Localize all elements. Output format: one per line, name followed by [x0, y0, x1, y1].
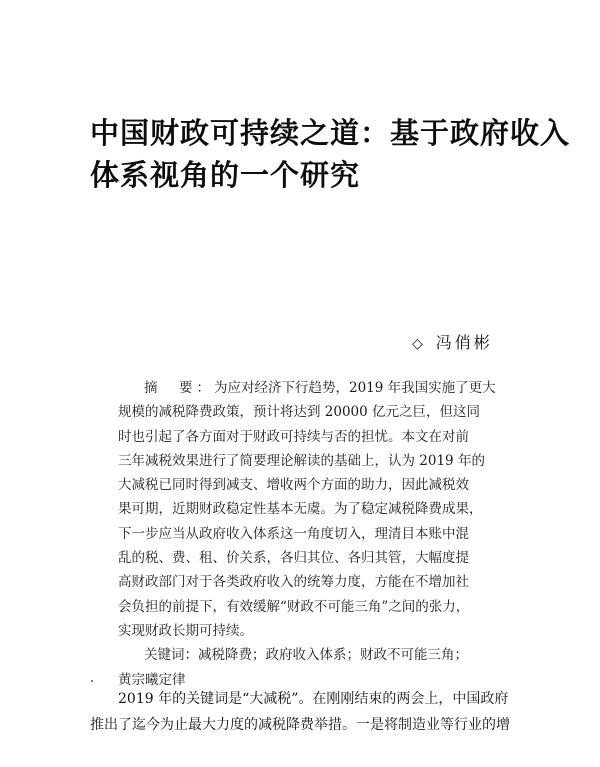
keywords-line: 黄宗曦定律	[118, 671, 186, 688]
diamond-icon: ◇	[412, 336, 426, 352]
title-line-2: 体系视角的一个研究	[90, 158, 361, 192]
abstract-paragraph	[118, 376, 496, 643]
abstract-label: 摘 要：	[144, 380, 214, 396]
abstract-line: 乱的税、费、租、价关系，各归其位、各归其管，大幅度提	[118, 550, 469, 567]
margin-dot	[91, 680, 93, 682]
keywords-label: 关键词：	[144, 647, 198, 664]
abstract-line	[118, 376, 496, 400]
abstract-line: 下一步应当从政府收入体系这一角度切入，理清目本账中混	[118, 525, 469, 542]
body-text	[90, 686, 520, 738]
keywords-text: 减税降费；政府收入体系；财政不可能三角；	[198, 647, 468, 664]
abstract-line: 时也引起了各方面对于财政可持续与否的担忧。本文在对前	[118, 428, 469, 445]
abstract-line: 大减税已同时得到减支、增收两个方面的助力，因此减税效	[118, 477, 469, 494]
body-line: 推出了迄今为止最大力度的减税降费举措。一是将制造业等行业的增	[90, 717, 510, 733]
body-line: 2019 年的关键词是“大减税”。在刚刚结束的两会上，中国政府	[118, 691, 509, 707]
abstract-line-text: 为应对经济下行趋势，2019 年我国实施了更大	[214, 380, 496, 396]
abstract-line: 规模的减税降费政策，预计将达到 20000 亿元之巨，但这同	[118, 404, 481, 421]
abstract-section	[118, 376, 496, 692]
abstract-line: 会负担的前提下，有效缓解“财政不可能三角”之间的张力，	[118, 598, 470, 615]
author-byline	[412, 330, 493, 353]
abstract-line: 果可期，近期财政稳定性基本无虞。为了稳定减税降费成果，	[118, 501, 483, 518]
keywords-paragraph	[118, 643, 488, 692]
title-line-1: 中国财政可持续之道：基于政府收入	[90, 116, 571, 150]
article-title	[90, 112, 571, 196]
abstract-line: 三年减税效果进行了简要理论解读的基础上，认为 2019 年的	[118, 452, 485, 469]
author-name: 冯俏彬	[435, 333, 493, 352]
keywords-line	[118, 643, 488, 667]
abstract-line: 高财政部门对于各类政府收入的统筹力度，方能在不增加社	[118, 574, 469, 591]
abstract-line: 实现财政长期可持续。	[118, 622, 253, 639]
